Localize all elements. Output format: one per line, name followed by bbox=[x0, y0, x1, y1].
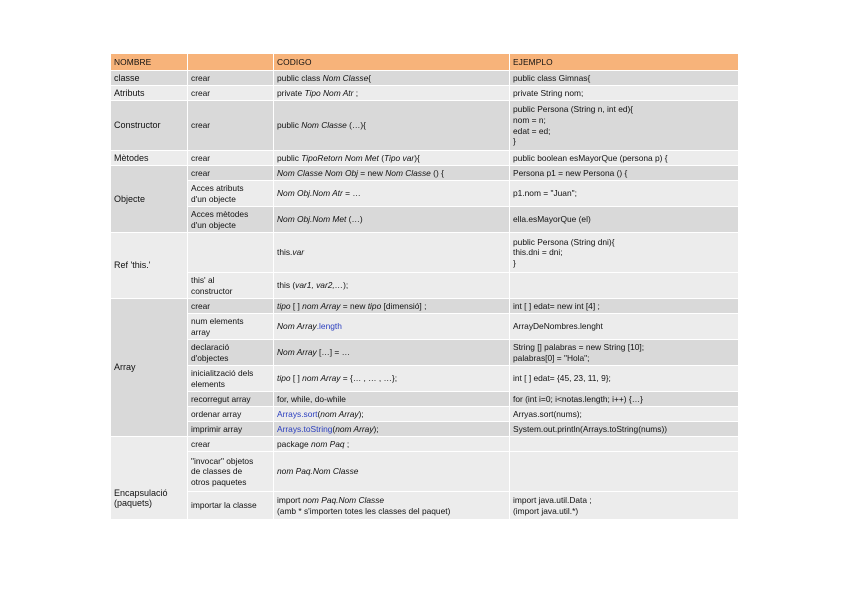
table-row bbox=[111, 492, 739, 520]
row-action: crear bbox=[188, 71, 274, 86]
row-name: Constructor bbox=[111, 101, 188, 151]
row-example: int [ ] edat= {45, 23, 11, 9}; bbox=[510, 366, 739, 392]
header-empty bbox=[188, 54, 274, 71]
row-code: private Tipo Nom Atr ; bbox=[274, 86, 510, 101]
row-action: crear bbox=[188, 151, 274, 166]
row-action: crear bbox=[188, 166, 274, 181]
row-action: num elements array bbox=[188, 314, 274, 340]
row-name: classe bbox=[111, 71, 188, 86]
row-code: nom Paq.Nom Classe bbox=[274, 452, 510, 492]
row-example: ella.esMayorQue (el) bbox=[510, 207, 739, 233]
row-example bbox=[510, 273, 739, 299]
row-code: this (var1, var2,…); bbox=[274, 273, 510, 299]
header-ejemplo: EJEMPLO bbox=[510, 54, 739, 71]
row-example: Persona p1 = new Persona () { bbox=[510, 166, 739, 181]
row-code: Nom Obj.Nom Met (…) bbox=[274, 207, 510, 233]
row-code: public Nom Classe (…){ bbox=[274, 101, 510, 151]
row-code: tipo [ ] nom Array = new tipo [dimensió] ; bbox=[274, 299, 510, 314]
row-action: declaració d'objectes bbox=[188, 340, 274, 366]
row-code: Nom Obj.Nom Atr = … bbox=[274, 181, 510, 207]
row-action: crear bbox=[188, 437, 274, 452]
row-example: Arryas.sort(nums); bbox=[510, 407, 739, 422]
row-action: crear bbox=[188, 299, 274, 314]
header-codigo: CODIGO bbox=[274, 54, 510, 71]
row-name: Encapsulació (paquets) bbox=[111, 437, 188, 520]
table-row bbox=[111, 181, 739, 207]
table-row bbox=[111, 366, 739, 392]
row-action: Acces atributs d'un objecte bbox=[188, 181, 274, 207]
reference-table bbox=[110, 53, 739, 520]
row-action: "invocar" objetos de classes de otros paquetes bbox=[188, 452, 274, 492]
row-example: ArrayDeNombres.lenght bbox=[510, 314, 739, 340]
row-action: imprimir array bbox=[188, 422, 274, 437]
row-code: this.var bbox=[274, 233, 510, 273]
row-name: Objecte bbox=[111, 166, 188, 233]
table-row bbox=[111, 422, 739, 437]
header-nombre: NOMBRE bbox=[111, 54, 188, 71]
row-code: Nom Array […] = … bbox=[274, 340, 510, 366]
row-code: Arrays.sort(nom Array); bbox=[274, 407, 510, 422]
row-name: Mètodes bbox=[111, 151, 188, 166]
row-example: for (int i=0; i<notas.length; i++) {…} bbox=[510, 392, 739, 407]
row-action: importar la classe bbox=[188, 492, 274, 520]
table-row bbox=[111, 314, 739, 340]
row-action: this' al constructor bbox=[188, 273, 274, 299]
row-example: private String nom; bbox=[510, 86, 739, 101]
table-row bbox=[111, 452, 739, 492]
row-action: inicialització dels elements bbox=[188, 366, 274, 392]
row-name: Atributs bbox=[111, 86, 188, 101]
table-row bbox=[111, 151, 739, 166]
row-code: Nom Array.length bbox=[274, 314, 510, 340]
row-example bbox=[510, 452, 739, 492]
row-code: tipo [ ] nom Array = {… , … , …}; bbox=[274, 366, 510, 392]
row-action: Acces mètodes d'un objecte bbox=[188, 207, 274, 233]
row-name: Array bbox=[111, 299, 188, 437]
row-code: package nom Paq ; bbox=[274, 437, 510, 452]
table-row bbox=[111, 166, 739, 181]
table-row bbox=[111, 340, 739, 366]
row-example: import java.util.Data ; (import java.util.*) bbox=[510, 492, 739, 520]
row-example: System.out.println(Arrays.toString(nums)) bbox=[510, 422, 739, 437]
table-row bbox=[111, 86, 739, 101]
table-row bbox=[111, 437, 739, 452]
row-action: ordenar array bbox=[188, 407, 274, 422]
row-action: crear bbox=[188, 101, 274, 151]
row-example: public Persona (String n, int ed){ nom = n; edat = ed; } bbox=[510, 101, 739, 151]
row-code: import nom Paq.Nom Classe (amb * s'importen totes les classes del paquet) bbox=[274, 492, 510, 520]
row-code: public class Nom Classe{ bbox=[274, 71, 510, 86]
row-example: String [] palabras = new String [10]; palabras[0] = "Hola"; bbox=[510, 340, 739, 366]
table-row bbox=[111, 392, 739, 407]
row-example: public boolean esMayorQue (persona p) { bbox=[510, 151, 739, 166]
row-action bbox=[188, 233, 274, 273]
table-row bbox=[111, 273, 739, 299]
table-row bbox=[111, 101, 739, 151]
row-code: for, while, do-while bbox=[274, 392, 510, 407]
row-code: Nom Classe Nom Obj = new Nom Classe () { bbox=[274, 166, 510, 181]
row-example: public class Gimnas{ bbox=[510, 71, 739, 86]
row-code: Arrays.toString(nom Array); bbox=[274, 422, 510, 437]
table-row bbox=[111, 207, 739, 233]
table-row bbox=[111, 233, 739, 273]
row-example: int [ ] edat= new int [4] ; bbox=[510, 299, 739, 314]
table-row bbox=[111, 71, 739, 86]
row-action: crear bbox=[188, 86, 274, 101]
row-example bbox=[510, 437, 739, 452]
row-code: public TipoRetorn Nom Met (Tipo var){ bbox=[274, 151, 510, 166]
table-header-row bbox=[111, 54, 739, 71]
row-example: p1.nom = "Juan"; bbox=[510, 181, 739, 207]
row-action: recorregut array bbox=[188, 392, 274, 407]
table-row bbox=[111, 299, 739, 314]
row-name: Ref 'this.' bbox=[111, 233, 188, 299]
table-row bbox=[111, 407, 739, 422]
row-example: public Persona (String dni){ this.dni = dni; } bbox=[510, 233, 739, 273]
